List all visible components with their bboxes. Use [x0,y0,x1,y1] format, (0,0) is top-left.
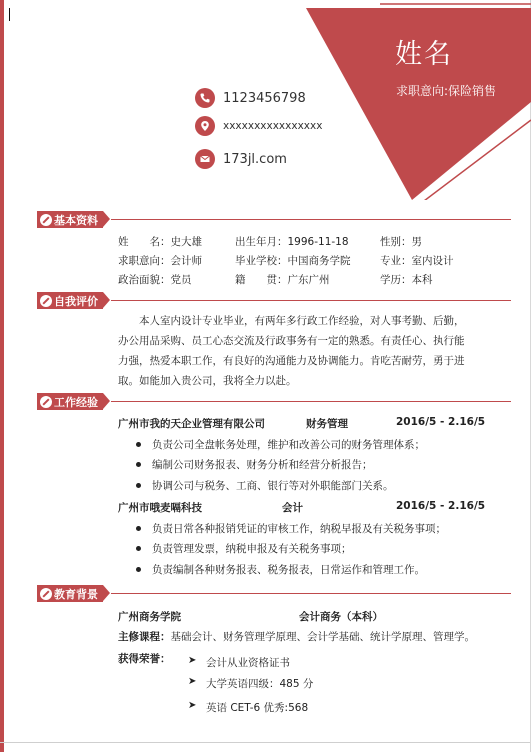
honors-label: 获得荣誉： [118,653,171,665]
self-eval-line: 取。如能加入贵公司，我将全力以赴。 [118,375,297,387]
courses-text: 基础会计、财务管理学原理、会计学基础、统计学原理、管理学。 [170,631,475,643]
pencil-icon [40,214,52,226]
duty-text: 编制公司财务报表、财务分析和经营分析报告； [152,459,373,471]
section-title: 教育背景 [54,587,98,601]
bullet-dot [136,462,141,467]
tag-arrow [103,585,110,601]
pencil-icon [40,588,52,600]
tag-arrow [103,393,110,409]
tag-arrow [103,211,110,227]
tag-arrow [103,292,110,308]
basic-major: 专业：室内设计 [380,255,454,267]
bullet-dot [136,483,141,488]
basic-gender: 性别：男 [380,236,422,248]
arrow-icon: ➤ [188,676,197,687]
job2-position: 会计 [282,502,303,514]
job1-duty [140,457,373,472]
job1-duty [140,437,425,452]
pencil-icon [40,396,52,408]
section-basic-header [37,211,511,229]
section-title: 工作经验 [54,395,98,409]
honor-item: 大学英语四级：485 分 [206,678,314,690]
edu-degree: 会计商务（本科） [299,611,383,623]
job2-company: 广州市哦麦嗝科技 [118,502,202,514]
section-divider [111,593,511,594]
mail-icon [195,149,215,169]
basic-school: 毕业学校：中国商务学院 [235,255,351,267]
duty-text: 负责编制各种财务报表、税务报表，日常运作和管理工作。 [152,564,425,576]
duty-text: 负责管理发票，纳税申报及有关税务事项； [152,543,352,555]
section-divider [111,401,511,402]
section-tag [37,393,103,410]
arrow-icon: ➤ [188,655,197,666]
self-eval-line: 本人室内设计专业毕业，有两年多行政工作经验，对人事考勤、后勤， [139,315,465,327]
section-divider [111,300,511,301]
address-text: xxxxxxxxxxxxxxxx [223,120,323,132]
job2-period: 2016/5 - 2.16/5 [396,500,486,512]
edu-school: 广州商务学院 [118,611,181,623]
courses-label: 主修课程： [118,631,171,643]
job-intent: 求职意向:保险销售 [396,84,497,98]
pencil-icon [40,295,52,307]
section-self-header [37,292,511,310]
section-title: 自我评价 [54,294,98,308]
job2-duty [140,521,446,536]
contact-address [195,116,322,136]
basic-politics: 政治面貌：党员 [118,274,192,286]
phone-number: 1123456798 [223,90,306,106]
phone-icon [195,88,215,108]
job1-company: 广州市我的天企业管理有限公司 [118,418,265,430]
job1-period: 2016/5 - 2.16/5 [396,416,486,428]
arrow-icon: ➤ [188,700,197,711]
basic-intent: 求职意向：会计师 [118,255,202,267]
job1-position: 财务管理 [306,418,348,430]
section-tag [37,292,103,309]
basic-name: 姓 名：史大雄 [118,236,202,248]
section-tag [37,211,103,228]
section-divider [111,219,511,220]
section-work-header [37,393,511,411]
duty-text: 负责公司全盘帐务处理，维护和改善公司的财务管理体系； [152,439,425,451]
contact-website [195,149,287,169]
website-text: 173jl.com [223,151,287,167]
contact-phone [195,88,306,108]
candidate-name: 姓名 [395,39,453,70]
duty-text: 负责日常各种报销凭证的审核工作，纳税早报及有关税务事项； [152,523,446,535]
bullet-dot [136,567,141,572]
page-bottom-edge [0,742,530,743]
basic-origin: 籍 贯：广东广州 [235,274,330,286]
basic-degree: 学历：本科 [380,274,433,286]
bullet-dot [136,442,141,447]
section-tag [37,585,103,602]
edu-courses [118,629,475,644]
bullet-dot [136,526,141,531]
honor-item: 会计从业资格证书 [206,657,290,669]
job1-duty [140,478,394,493]
duty-text: 协调公司与税务、工商、银行等对外职能部门关系。 [152,480,394,492]
self-eval-line: 力强，热爱本职工作，有良好的沟通能力及协调能力。肯吃苦耐劳，勇于进 [118,355,465,367]
honor-item: 英语 CET-6 优秀:568 [206,702,309,714]
section-edu-header [37,585,511,603]
job2-duty [140,541,352,556]
location-icon [195,116,215,136]
job2-duty [140,562,425,577]
section-title: 基本资料 [54,213,98,227]
basic-birth: 出生年月：1996-11-18 [235,236,349,248]
self-eval-line: 办公用品采购、员工心态交流及行政事务有一定的熟悉。有责任心、执行能 [118,335,465,347]
bullet-dot [136,546,141,551]
